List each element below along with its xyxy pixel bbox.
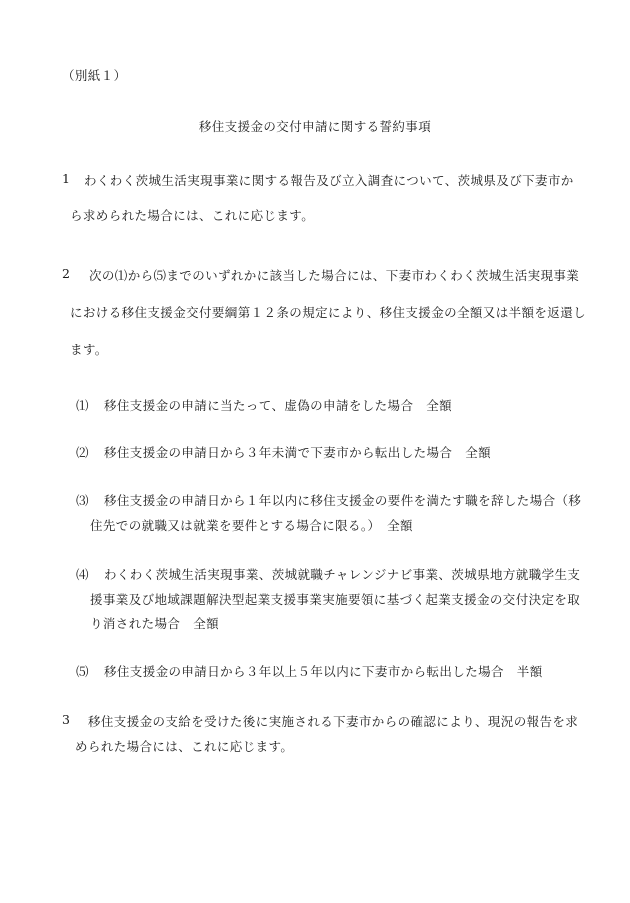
- clause-line: 次の⑴から⑸までのいずれかに該当した場合には、下妻市わくわく茨城生活実現事業: [89, 268, 580, 283]
- clause-line: められた場合には、これに応じます。: [75, 739, 294, 754]
- clause-line: ます。: [70, 342, 108, 357]
- item-number: ⑵: [76, 445, 89, 460]
- item-line: 住先での就職又は就業を要件とする場合に限る。） 全額: [90, 518, 413, 533]
- item-line: わくわく茨城生活実現事業、茨城就職チャレンジナビ事業、茨城県地方就職学生支: [104, 567, 581, 582]
- item-line: 移住支援金の申請日から３年以上５年以内に下妻市から転出した場合 半額: [104, 664, 543, 679]
- item-number: ⑴: [76, 398, 89, 413]
- clause-number: 1: [62, 171, 71, 186]
- item-line: 援事業及び地域課題解決型起業支援事業実施要領に基づく起業支援金の交付決定を取: [90, 592, 581, 607]
- item-line: 移住支援金の申請に当たって、虚偽の申請をした場合 全額: [104, 398, 453, 413]
- clause-line: における移住支援金交付要綱第１２条の規定により、移住支援金の全額又は半額を返還し: [70, 305, 587, 320]
- clause-number: 3: [62, 712, 71, 727]
- document-title: 移住支援金の交付申請に関する誓約事項: [198, 119, 432, 134]
- clause-number: 2: [62, 266, 71, 281]
- item-number: ⑸: [76, 664, 89, 679]
- item-line: り消された場合 全額: [90, 616, 220, 631]
- attachment-label: （別紙１）: [62, 68, 127, 83]
- item-line: 移住支援金の申請日から３年未満で下妻市から転出した場合 全額: [104, 445, 492, 460]
- clause-line: わくわく茨城生活実現事業に関する報告及び立入調査について、茨城県及び下妻市か: [84, 173, 574, 188]
- clause-line: 移住支援金の支給を受けた後に実施される下妻市からの確認により、現況の報告を求: [88, 714, 579, 729]
- clause-line: ら求められた場合には、これに応じます。: [70, 208, 315, 223]
- item-number: ⑶: [76, 493, 89, 508]
- item-line: 移住支援金の申請日から１年以内に移住支援金の要件を満たす職を辞した場合（移: [104, 493, 582, 508]
- item-number: ⑷: [76, 567, 89, 582]
